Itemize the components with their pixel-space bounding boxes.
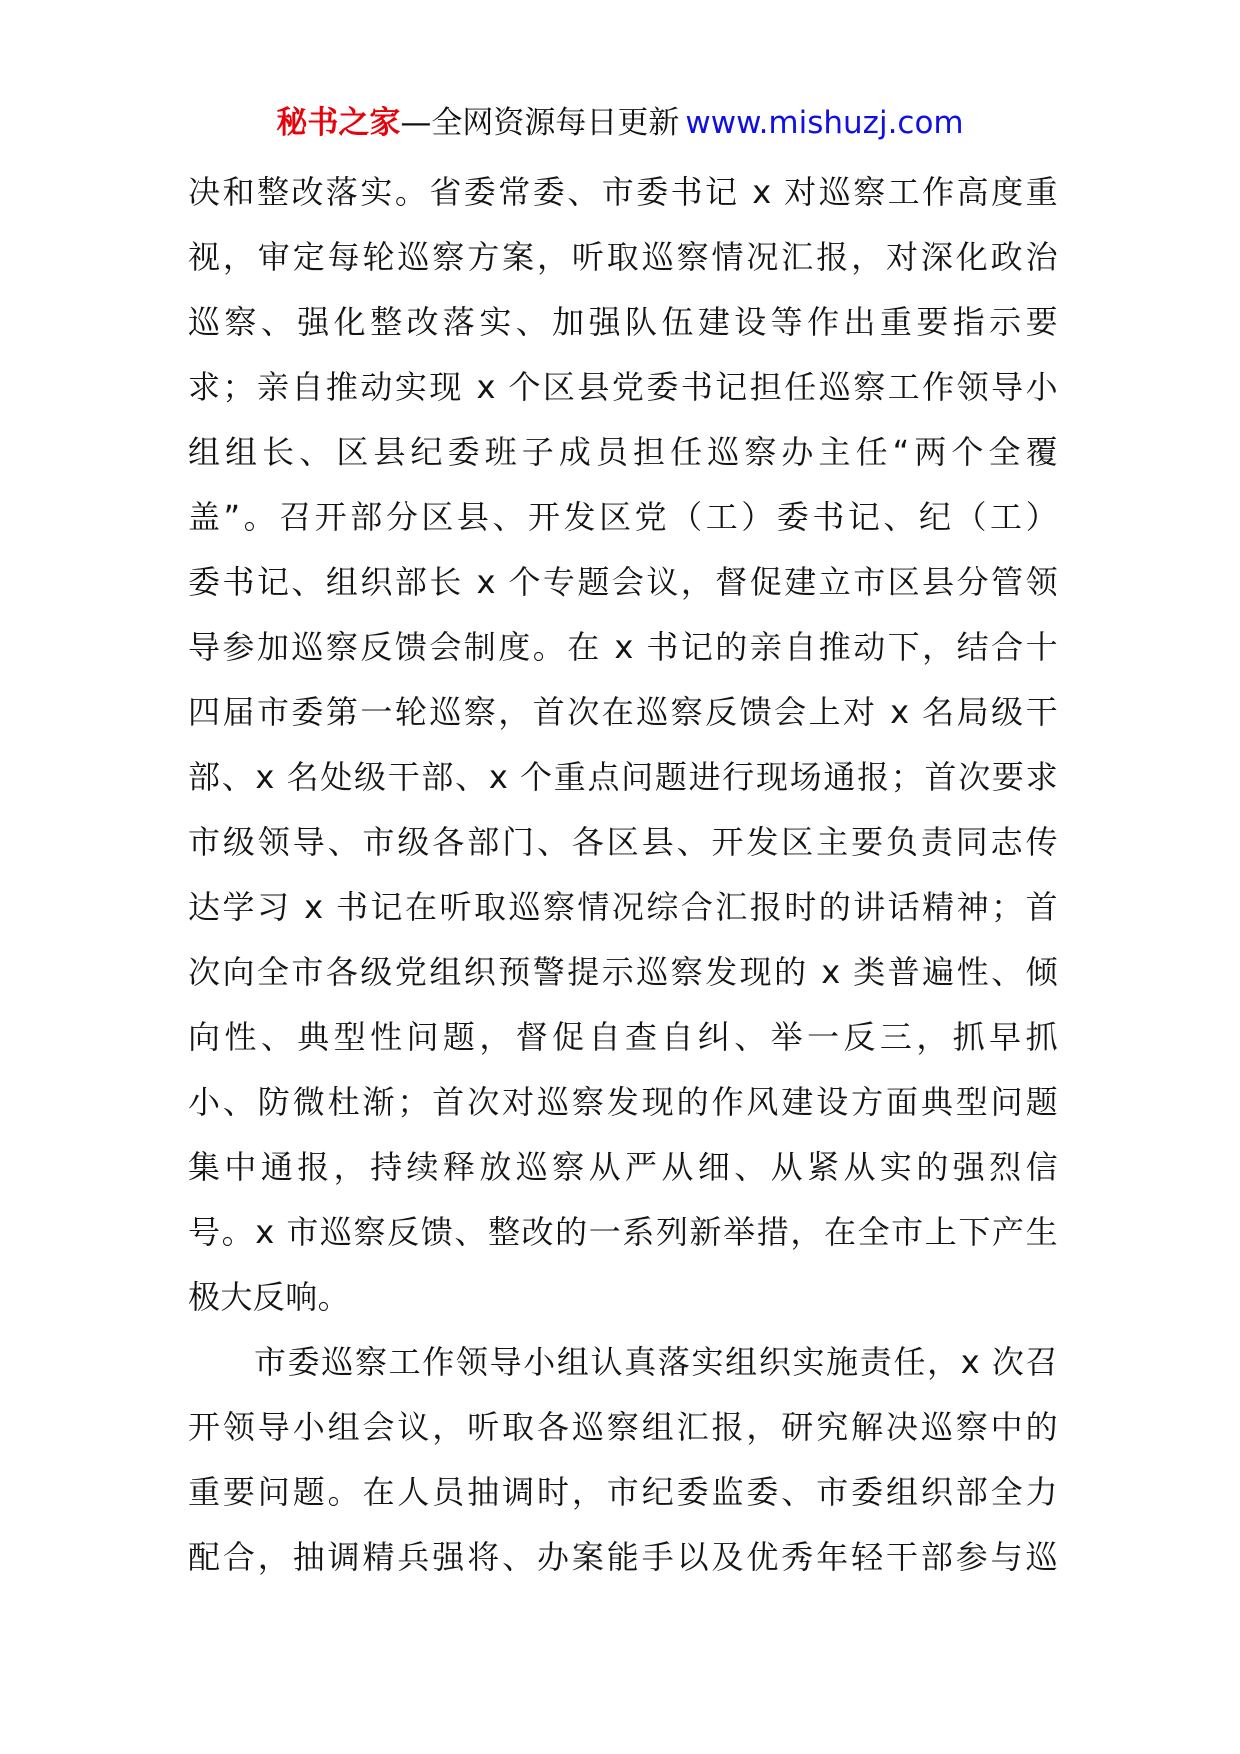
text-line: 部、x 名处级干部、x 个重点问题进行现场通报；首次要求 xyxy=(188,758,1058,796)
text-line: 盖”。召开部分区县、开发区党（工）委书记、纪（工） xyxy=(188,498,1058,536)
text-line: 巡察、强化整改落实、加强队伍建设等作出重要指示要 xyxy=(188,303,1058,341)
paragraph xyxy=(188,160,1058,1330)
text-line: 市委巡察工作领导小组认真落实组织实施责任，x 次召 xyxy=(254,1343,1058,1381)
text-line: 极大反响。 xyxy=(188,1278,351,1316)
site-url-link[interactable]: www.mishuzj.com xyxy=(685,105,964,141)
text-line: 市级领导、市级各部门、各区县、开发区主要负责同志传 xyxy=(188,823,1058,861)
text-line: 配合，抽调精兵强将、办案能手以及优秀年轻干部参与巡 xyxy=(188,1538,1058,1576)
text-line: 号。x 市巡察反馈、整改的一系列新举措，在全市上下产生 xyxy=(188,1213,1058,1251)
text-line: 达学习 x 书记在听取巡察情况综合汇报时的讲话精神；首 xyxy=(188,888,1058,926)
text-line: 四届市委第一轮巡察，首次在巡察反馈会上对 x 名局级干 xyxy=(188,693,1058,731)
document-body xyxy=(188,160,1058,1590)
text-line: 集中通报，持续释放巡察从严从细、从紧从实的强烈信 xyxy=(188,1148,1058,1186)
text-line: 决和整改落实。省委常委、市委书记 x 对巡察工作高度重 xyxy=(188,173,1058,211)
text-line: 视，审定每轮巡察方案，听取巡察情况汇报，对深化政治 xyxy=(188,238,1058,276)
text-line: 向性、典型性问题，督促自查自纠、举一反三，抓早抓 xyxy=(188,1018,1058,1056)
brand-name: 秘书之家 xyxy=(276,105,401,141)
header-tagline: —全网资源每日更新 xyxy=(400,105,680,141)
text-line: 重要问题。在人员抽调时，市纪委监委、市委组织部全力 xyxy=(188,1473,1058,1511)
text-line: 求；亲自推动实现 x 个区县党委书记担任巡察工作领导小 xyxy=(188,368,1058,406)
paragraph xyxy=(188,1330,1058,1590)
text-line: 小、防微杜渐；首次对巡察发现的作风建设方面典型问题 xyxy=(188,1083,1058,1121)
text-line: 次向全市各级党组织预警提示巡察发现的 x 类普遍性、倾 xyxy=(188,953,1058,991)
text-line: 开领导小组会议，听取各巡察组汇报，研究解决巡察中的 xyxy=(188,1408,1058,1446)
text-line: 组组长、区县纪委班子成员担任巡察办主任“两个全覆 xyxy=(188,433,1058,471)
page-header xyxy=(0,100,1240,146)
text-line: 委书记、组织部长 x 个专题会议，督促建立市区县分管领 xyxy=(188,563,1058,601)
text-line: 导参加巡察反馈会制度。在 x 书记的亲自推动下，结合十 xyxy=(188,628,1058,666)
